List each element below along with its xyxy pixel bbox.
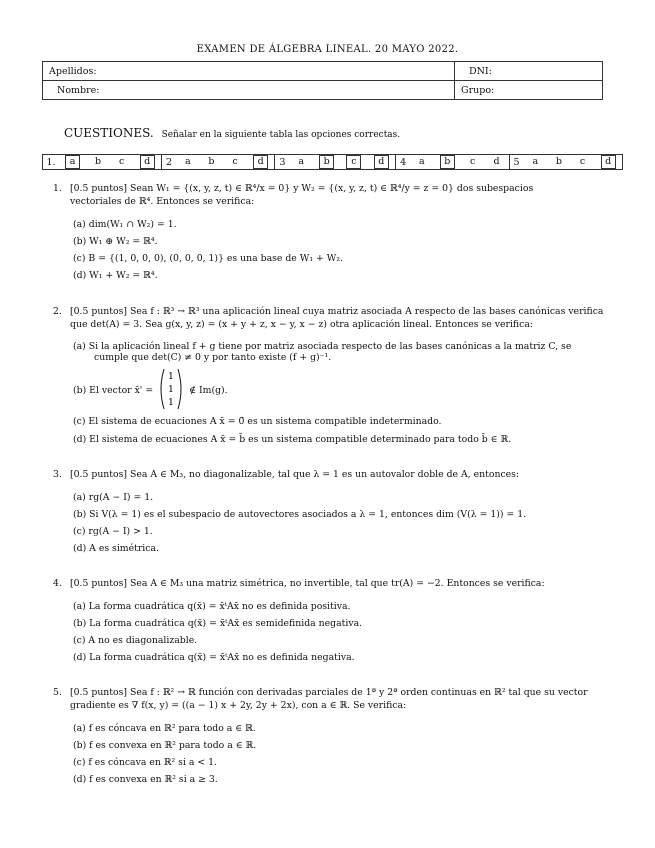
dni-label: DNI: (469, 65, 492, 77)
nombre-field[interactable] (43, 81, 455, 100)
dni-field[interactable] (455, 62, 603, 81)
grupo-field[interactable] (455, 81, 603, 100)
answer-option-3c[interactable]: c (346, 155, 361, 169)
cuestiones-heading (64, 126, 400, 140)
nombre-label: Nombre: (57, 84, 100, 96)
q2-option-a-line1: (a) Si la aplicación lineal f + g tiene por matriz asociada respecto de las bases canónicas a la matriz C, se (73, 341, 572, 352)
vector-entry-2: 1 (168, 383, 175, 395)
question-number: 3. (53, 469, 62, 480)
q2-option-a-line2: cumple que det(C) ≠ 0 y por tanto existe (f + g)⁻¹. (94, 352, 332, 363)
question-4 (53, 578, 608, 591)
cuestiones-title: CUESTIONES. (64, 126, 154, 140)
answer-num: 4 (396, 155, 411, 170)
q2-option-c: (c) El sistema de ecuaciones A x̄ = 0̄ es un sistema compatible indeterminado. (73, 416, 442, 427)
answer-num: 3 (275, 155, 290, 170)
question-number: 5. (53, 687, 62, 698)
question-stem: [0.5 puntos] Sean W₁ = {(x, y, z, t) ∈ ℝ⁴/x = 0} y W₂ = {(x, y, z, t) ∈ ℝ⁴/y = z = 0} dos subespacios (70, 183, 534, 194)
q5-option-a: (a) f es cóncava en ℝ² para todo a ∈ ℝ. (73, 723, 256, 734)
q3-option-a: (a) rg(A − I) = 1. (73, 492, 154, 503)
q4-option-a: (a) La forma cuadrática q(x̄) = x̄ᵗAx̄ no es definida positiva. (73, 601, 351, 612)
q4-option-d: (d) La forma cuadrática q(x̄) = x̄ᵗAx̄ no es definida negativa. (73, 652, 355, 663)
answer-option-3b[interactable]: b (319, 155, 334, 169)
apellidos-label: Apellidos: (49, 65, 97, 77)
cuestiones-instruction: Señalar en la siguiente tabla las opciones correctas. (161, 130, 401, 140)
q4-option-c: (c) A no es diagonalizable. (73, 635, 198, 646)
column-vector (157, 368, 185, 413)
apellidos-field[interactable] (43, 62, 455, 81)
answer-option-1c[interactable]: c (118, 156, 125, 167)
answer-option-4d[interactable]: d (493, 156, 500, 167)
vector-entry-3: 1 (168, 396, 175, 408)
question-1 (53, 183, 608, 208)
question-5 (53, 687, 608, 712)
q5-option-b: (b) f es convexa en ℝ² para todo a ∈ ℝ. (73, 740, 257, 751)
answer-option-5d[interactable]: d (601, 155, 616, 169)
question-stem: [0.5 puntos] Sea f : ℝ³ → ℝ³ una aplicación lineal cuya matriz asociada A respecto de las bases canónicas verifica (70, 306, 604, 317)
answer-num: 5 (509, 155, 524, 170)
q3-option-c: (c) rg(A − I) > 1. (73, 526, 153, 537)
q1-option-a: (a) dim(W₁ ∩ W₂) = 1. (73, 219, 177, 230)
question-number: 4. (53, 578, 62, 589)
answer-option-2c[interactable]: c (232, 156, 238, 167)
question-stem: [0.5 puntos] Sea A ∈ M₃, no diagonalizable, tal que λ = 1 es un autovalor doble de A, entonces: (70, 469, 520, 480)
question-number: 2. (53, 306, 62, 317)
answer-option-2d[interactable]: d (253, 155, 268, 169)
question-3 (53, 469, 608, 482)
question-2 (53, 306, 608, 331)
column-vector-brackets (157, 368, 185, 410)
q2-option-b-post: ∉ Im(g). (189, 384, 228, 396)
q2-option-d: (d) El sistema de ecuaciones A x̄ = b̄ es un sistema compatible determinado para todo b̄ ∈ ℝ. (73, 434, 512, 445)
q1-option-d: (d) W₁ + W₂ = ℝ⁴. (73, 270, 158, 281)
q5-option-c: (c) f es cóncava en ℝ² si a < 1. (73, 757, 217, 768)
question-stem: [0.5 puntos] Sea A ∈ M₃ una matriz simétrica, no invertible, tal que tr(A) = −2. Entonces se verifica: (70, 578, 545, 589)
q5-option-d: (d) f es convexa en ℝ² si a ≥ 3. (73, 774, 218, 785)
answer-option-4c[interactable]: c (470, 156, 476, 167)
q2-option-b (73, 368, 593, 412)
answer-option-5a[interactable]: a (532, 156, 539, 167)
answer-option-3a[interactable]: a (298, 156, 305, 167)
answer-option-2b[interactable]: b (208, 156, 215, 167)
question-stem: [0.5 puntos] Sea f : ℝ² → ℝ función con derivadas parciales de 1ª y 2ª orden continuas en ℝ² tal que su vector (70, 687, 588, 698)
q4-option-b: (b) La forma cuadrática q(x̄) = x̄ᵗAx̄ es semidefinida negativa. (73, 618, 363, 629)
answer-option-5b[interactable]: b (555, 156, 562, 167)
answer-num: 2 (162, 155, 177, 170)
q1-option-b: (b) W₁ ⊕ W₂ = ℝ⁴. (73, 236, 158, 247)
vector-entry-1: 1 (168, 370, 175, 382)
answer-table (42, 154, 623, 170)
q3-option-b: (b) Si V(λ = 1) es el subespacio de autovectores asociados a λ = 1, entonces dim (V(λ = 1)) = 1. (73, 509, 527, 520)
answer-option-4a[interactable]: a (419, 156, 425, 167)
answer-option-1b[interactable]: b (94, 156, 102, 167)
grupo-label: Grupo: (461, 84, 495, 96)
answer-num: 1. (43, 155, 60, 170)
q2-option-a (73, 341, 593, 363)
question-stem: vectoriales de ℝ⁴. Entonces se verifica: (70, 195, 255, 207)
answer-option-1a[interactable]: a (65, 155, 80, 169)
answer-option-5c[interactable]: c (579, 156, 586, 167)
answer-option-3d[interactable]: d (374, 155, 389, 169)
question-stem: que det(A) = 3. Sea g(x, y, z) = (x + y + z, x − y, x − z) otra aplicación lineal. Entonces se verifica: (70, 318, 534, 330)
answer-option-1d[interactable]: d (140, 155, 155, 169)
student-id-table (42, 61, 603, 100)
q2-option-b-pre: (b) El vector x̄' = (73, 384, 154, 396)
answer-option-4b[interactable]: b (440, 155, 455, 169)
answer-option-2a[interactable]: a (184, 156, 191, 167)
exam-title: EXAMEN DE ÁLGEBRA LINEAL. 20 MAYO 2022. (196, 44, 459, 55)
q3-option-d: (d) A es simétrica. (73, 543, 159, 554)
question-number: 1. (53, 183, 62, 194)
question-stem: gradiente es ∇ f(x, y) = ((a − 1) x + 2y, 2y + 2x), con a ∈ ℝ. Se verifica: (70, 699, 407, 711)
q1-option-c: (c) B = {(1, 0, 0, 0), (0, 0, 0, 1)} es una base de W₁ + W₂. (73, 253, 343, 264)
